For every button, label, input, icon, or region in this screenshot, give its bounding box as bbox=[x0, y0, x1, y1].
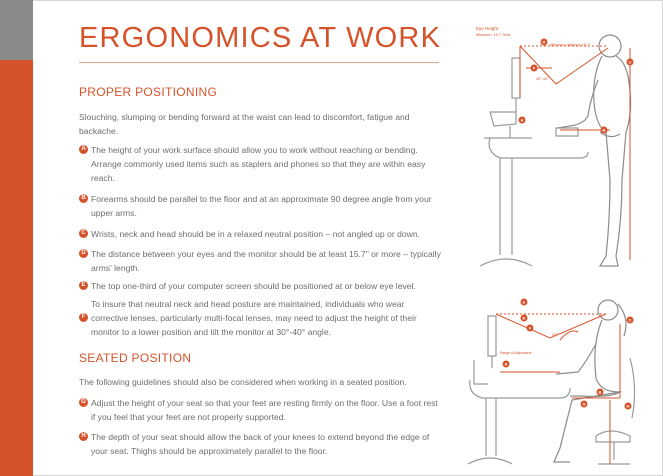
distance-label: Minimum distance 15.7" bbox=[550, 43, 591, 47]
eye-height-sub: Minimum: 15.7" Max bbox=[476, 33, 511, 37]
fig-bottom-marker-b: B bbox=[598, 389, 602, 395]
fig-top-marker-f: F bbox=[532, 65, 536, 71]
item-b-text: Forearms should be parallel to the floor and at an approximate 90 degree angle from your upper arms. bbox=[91, 194, 432, 218]
marker-e-icon: E bbox=[79, 281, 88, 290]
item-a-text: The height of your work surface should allow you to work without reaching or bending. Arrange commonly used items such as staplers and phones so that they are within easy reach. bbox=[91, 145, 426, 183]
seated-angle-label: 30° bbox=[552, 332, 559, 337]
item-e bbox=[79, 279, 441, 293]
item-f bbox=[79, 297, 441, 339]
fig-top-marker-c: C bbox=[628, 59, 632, 65]
item-d bbox=[79, 247, 441, 275]
side-band-orange bbox=[0, 60, 33, 476]
item-h-text: The depth of your seat should allow the back of your knees to extend beyond the edge of your seat. Thighs should be approximately parallel to the floor. bbox=[91, 432, 430, 456]
marker-h-icon: H bbox=[79, 432, 88, 441]
fig-top-marker-a: A bbox=[520, 117, 524, 123]
fig-bottom-marker-d: D bbox=[522, 315, 526, 321]
eye-height-label: Eye Height bbox=[476, 26, 499, 31]
item-c-text: Wrists, neck and head should be in a relaxed neutral position – not angled up or down. bbox=[91, 229, 421, 239]
fig-bottom-marker-h: H bbox=[626, 403, 630, 409]
adjust-range-label: Range of Adjustment bbox=[500, 351, 532, 355]
fig-bottom-marker-g: G bbox=[582, 401, 586, 407]
page-title: ERGONOMICS AT WORK bbox=[79, 22, 442, 54]
standing-desk-illustration bbox=[460, 20, 660, 282]
marker-a-icon: A bbox=[79, 145, 88, 154]
marker-b-icon: B bbox=[79, 194, 88, 203]
angle-label: 30°-40° bbox=[536, 77, 549, 81]
fig-bottom-marker-a: A bbox=[504, 361, 508, 367]
item-e-text: The top one-third of your computer screen should be positioned at or below eye level. bbox=[91, 281, 416, 291]
marker-d-icon: D bbox=[79, 249, 88, 258]
seated-desk-illustration bbox=[460, 288, 660, 470]
seated-position-heading: SEATED POSITION bbox=[79, 351, 192, 365]
fig-top-marker-b: B bbox=[602, 127, 606, 133]
item-b bbox=[79, 192, 441, 220]
fig-bottom-marker-e: E bbox=[522, 299, 526, 305]
fig-top-marker-d: D bbox=[542, 39, 546, 45]
item-a bbox=[79, 143, 441, 185]
item-g-text: Adjust the height of your seat so that your feet are resting firmly on the floor. Use a foot rest if you feel that your feet are not properly supported. bbox=[91, 398, 438, 422]
marker-c-icon: C bbox=[79, 229, 88, 238]
proper-intro: Slouching, slumping or bending forward at the waist can lead to discomfort, fatigue and backache. bbox=[79, 112, 410, 136]
marker-f-icon: F bbox=[79, 313, 88, 322]
item-g bbox=[79, 396, 441, 424]
item-d-text: The distance between your eyes and the monitor should be at least 15.7" or more – typically arms' length. bbox=[91, 249, 441, 273]
item-c bbox=[79, 227, 441, 241]
fig-bottom-marker-f: F bbox=[528, 325, 532, 331]
side-band-gray bbox=[0, 0, 33, 60]
title-rule bbox=[79, 62, 439, 63]
item-h bbox=[79, 430, 441, 458]
marker-g-icon: G bbox=[79, 398, 88, 407]
item-f-text: To insure that neutral neck and head posture are maintained, individuals who wear corrective lenses, particularly multi-focal lenses, may need to adjust the height of their monitor to a lower position and tilt the monitor at 30°-40° angle. bbox=[91, 299, 417, 337]
seated-intro: The following guidelines should also be considered when working in a seated position. bbox=[79, 377, 407, 387]
fig-bottom-marker-c: C bbox=[628, 317, 632, 323]
proper-positioning-heading: PROPER POSITIONING bbox=[79, 85, 218, 99]
